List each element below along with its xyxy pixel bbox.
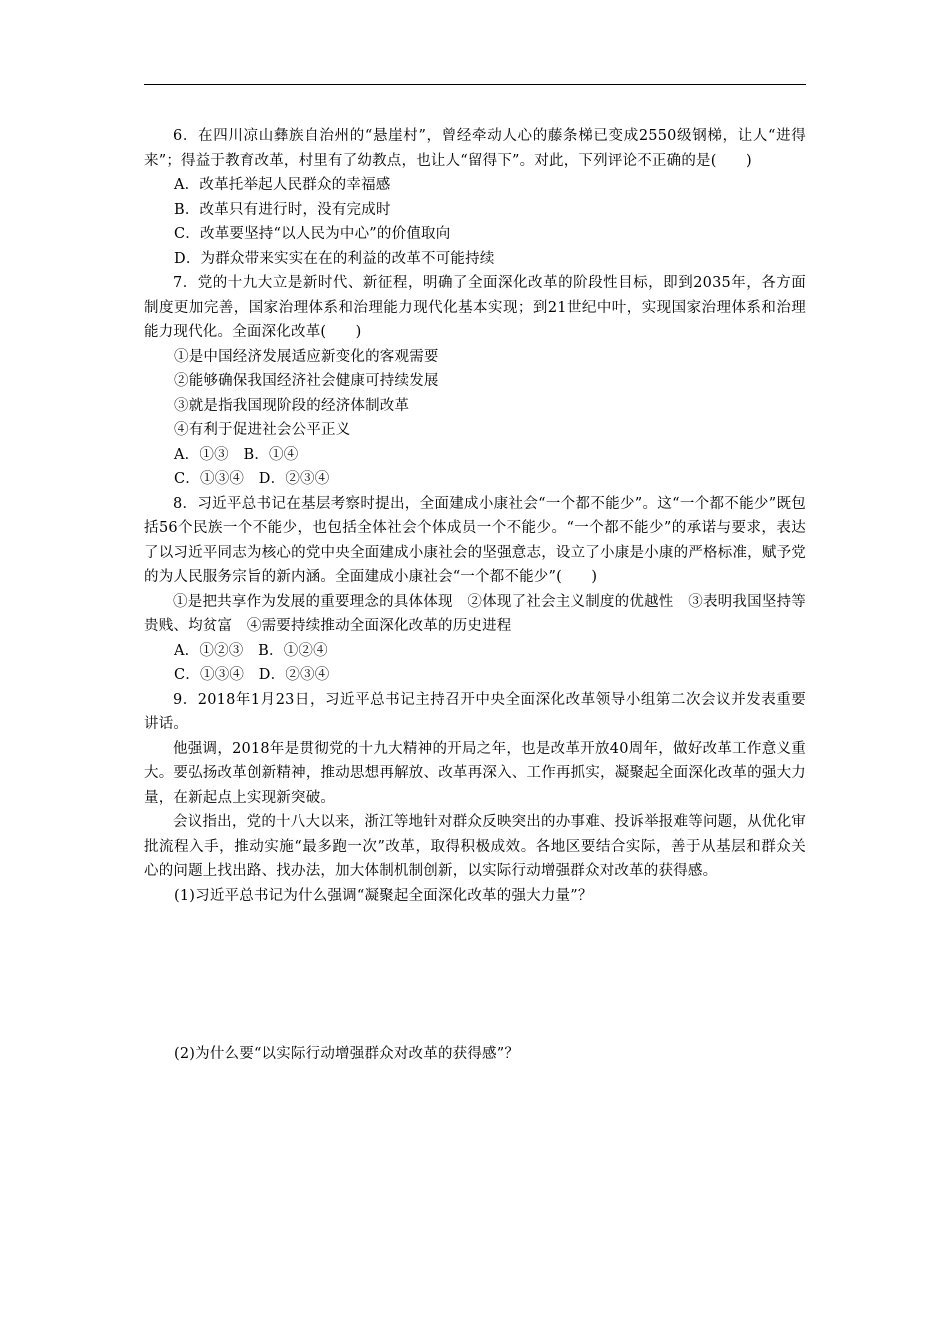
question-6-option-c: C．改革要坚持“以人民为中心”的价值取向 bbox=[174, 226, 451, 242]
header-rule bbox=[144, 84, 806, 85]
question-7-options-ab: A．①③ B．①④ bbox=[174, 446, 299, 463]
question-7-item-4: ④有利于促进社会公平正义 bbox=[174, 422, 351, 438]
question-6-stem: 6．在四川凉山彝族自治州的“悬崖村”，曾经牵动人心的藤条梯已变成2550级钢梯，让人“进得来”；得益于教育改革，村里有了幼教点，也让人“留得下”。对此，下列评论不正确的是( ) bbox=[144, 128, 806, 169]
question-9-paragraph-1: 他强调，2018年是贯彻党的十九大精神的开局之年，也是改革开放40周年，做好改革工作意义重大。要弘扬改革创新精神，推动思想再解放、改革再深入、工作再抓实，凝聚起全面深化改革的强大力量，在新起点上实现新突破。 bbox=[144, 740, 806, 806]
document-body bbox=[144, 124, 806, 1067]
question-8-stem: 8．习近平总书记在基层考察时提出，全面建成小康社会“一个都不能少”。这“一个都不能少”既包括56个民族一个不能少，也包括全体社会个体成员一个不能少。“一个都不能少”的承诺与要求，表达了以习近平同志为核心的党中央全面建成小康社会的坚强意志，设立了小康是小康的严格标准，赋予党的为人民服务宗旨的新内涵。全面建成小康社会“一个都不能少”( ) bbox=[144, 495, 806, 585]
question-7-item-2: ②能够确保我国经济社会健康可持续发展 bbox=[174, 373, 439, 389]
question-9-paragraph-2: 会议指出，党的十八大以来，浙江等地针对群众反映突出的办事难、投诉举报难等问题，从优化审批流程入手，推动实施“最多跑一次”改革，取得积极成效。各地区要结合实际，善于从基层和群众关心的问题上找出路、找办法，加大体制机制创新，以实际行动增强群众对改革的获得感。 bbox=[144, 814, 806, 879]
question-7-item-1: ①是中国经济发展适应新变化的客观需要 bbox=[174, 348, 439, 365]
question-7-stem: 7．党的十九大立是新时代、新征程，明确了全面深化改革的阶段性目标，即到2035年，各方面制度更加完善，国家治理体系和治理能力现代化基本实现；到21世纪中叶，实现国家治理体系和治理能力现代化。全面深化改革( ) bbox=[144, 275, 806, 340]
question-6-option-b: B．改革只有进行时，没有完成时 bbox=[174, 201, 391, 218]
question-9-sub-1: (1)习近平总书记为什么强调“凝聚起全面深化改革的强大力量”？ bbox=[174, 887, 593, 904]
question-9-stem: 9．2018年1月23日，习近平总书记主持召开中央全面深化改革领导小组第二次会议并发表重要讲话。 bbox=[144, 691, 806, 732]
question-6-option-a: A．改革托举起人民群众的幸福感 bbox=[174, 177, 391, 193]
answer-space-1 bbox=[144, 908, 806, 1042]
question-6-option-d: D．为群众带来实实在在的利益的改革不可能持续 bbox=[174, 250, 495, 267]
question-7-options-cd: C．①③④ D．②③④ bbox=[174, 471, 330, 487]
question-9-sub-2: (2)为什么要“以实际行动增强群众对改革的获得感”？ bbox=[174, 1046, 520, 1062]
question-8-options-cd: C．①③④ D．②③④ bbox=[174, 667, 330, 683]
question-8-items: ①是把共享作为发展的重要理念的具体体现 ②体现了社会主义制度的优越性 ③表明我国坚持等贵贱、均贫富 ④需要持续推动全面深化改革的历史进程 bbox=[144, 593, 806, 634]
question-7-item-3: ③就是指我国现阶段的经济体制改革 bbox=[174, 397, 410, 414]
question-8-options-ab: A．①②③ B．①②④ bbox=[174, 642, 328, 659]
